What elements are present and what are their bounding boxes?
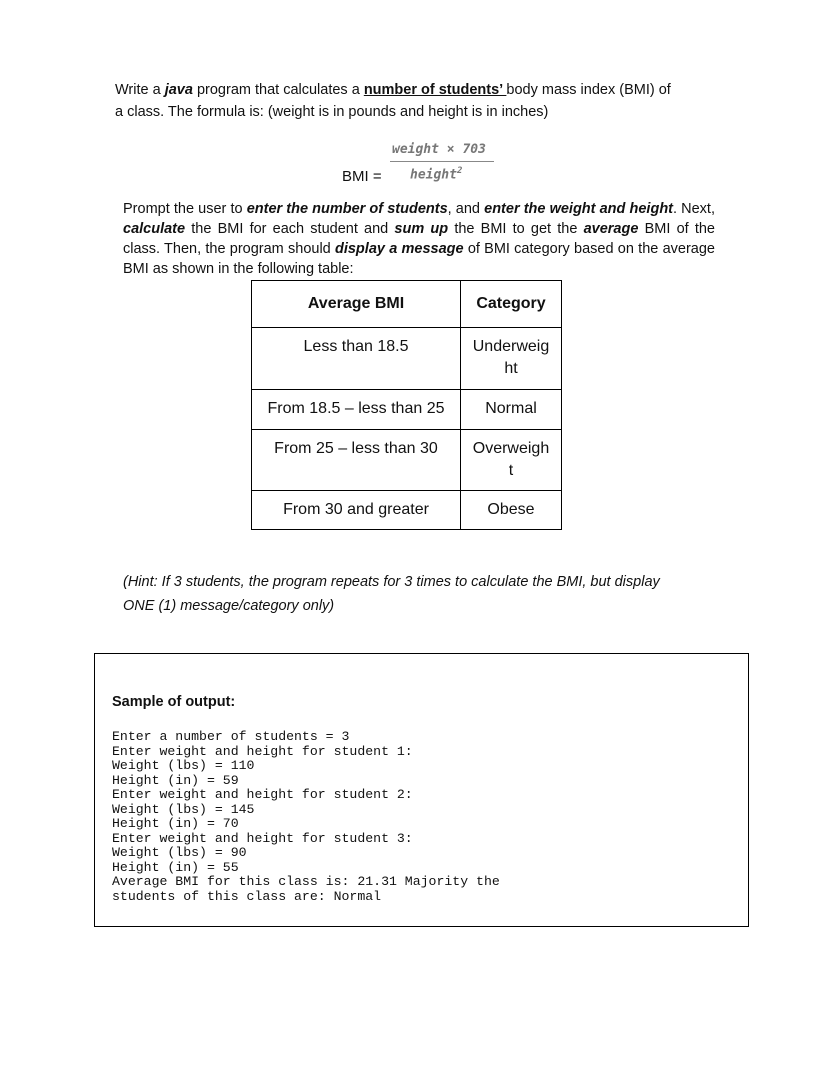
formula-denominator: height$^2$ (410, 166, 463, 183)
instructions-paragraph: Prompt the user to enter the number of students, and enter the weight and height. Next, calculate the BMI for each student and sum up the BMI to get the average BMI of the class. Then, the program should display a message of BMI category based on the average BMI as shown in the following table: (123, 201, 715, 277)
intro-line-1: Write a java program that calculates a number of students’ body mass index (BMI) of (115, 82, 671, 98)
header-category: Category (461, 281, 562, 328)
intro-line-2: a class. The formula is: (weight is in pounds and height is in inches) (115, 104, 549, 120)
hint-line-2: ONE (1) message/category only) (123, 598, 335, 614)
output-line: Weight (lbs) = 145 (112, 801, 255, 817)
bmi-formula (342, 140, 512, 194)
output-line: Enter a number of students = 3 (112, 729, 350, 744)
table-cell-bmi: From 25 – less than 30 (252, 430, 461, 491)
table-header-row (252, 281, 562, 328)
output-line: Height (in) = 55 (112, 859, 239, 875)
table-row (252, 328, 562, 390)
sample-output-box (94, 653, 749, 927)
output-line: students of this class are: Normal (112, 888, 382, 904)
output-line: Weight (lbs) = 110 (112, 758, 255, 773)
fraction-bar (390, 161, 494, 162)
sample-output-text (112, 730, 500, 904)
sample-output-title: Sample of output: (112, 694, 236, 710)
output-line: Enter weight and height for student 2: (112, 787, 413, 802)
table-cell-category: Underweig ht (461, 328, 562, 390)
formula-lhs: BMI = (342, 168, 382, 185)
output-line: Height (in) = 59 (112, 772, 239, 788)
java-term: java (164, 82, 193, 98)
number-of-students-term: number of students’ (363, 82, 507, 98)
table-cell-category: Obese (461, 491, 562, 530)
table-cell-bmi: From 18.5 – less than 25 (252, 390, 461, 430)
output-line: Height (in) = 70 (112, 816, 239, 831)
table-cell-category: Overweigh t (461, 430, 562, 491)
output-line: Weight (lbs) = 90 (112, 845, 247, 860)
output-line: Enter weight and height for student 1: (112, 743, 413, 759)
hint-line-1: (Hint: If 3 students, the program repeats for 3 times to calculate the BMI, but display (123, 574, 660, 590)
intro-paragraph (115, 79, 705, 123)
output-line: Enter weight and height for student 3: (112, 830, 413, 846)
bmi-category-table (251, 280, 562, 530)
table-cell-bmi: From 30 and greater (252, 491, 461, 530)
table-cell-bmi: Less than 18.5 (252, 328, 461, 390)
header-average-bmi: Average BMI (252, 281, 461, 328)
output-line: Average BMI for this class is: 21.31 Majority the (112, 874, 500, 889)
formula-exponent: 2 (456, 166, 463, 176)
table-cell-category: Normal (461, 390, 562, 430)
hint-paragraph (123, 570, 723, 618)
table-row (252, 491, 562, 530)
table-row (252, 390, 562, 430)
formula-numerator: weight × 703 (392, 142, 486, 157)
table-row (252, 430, 562, 491)
